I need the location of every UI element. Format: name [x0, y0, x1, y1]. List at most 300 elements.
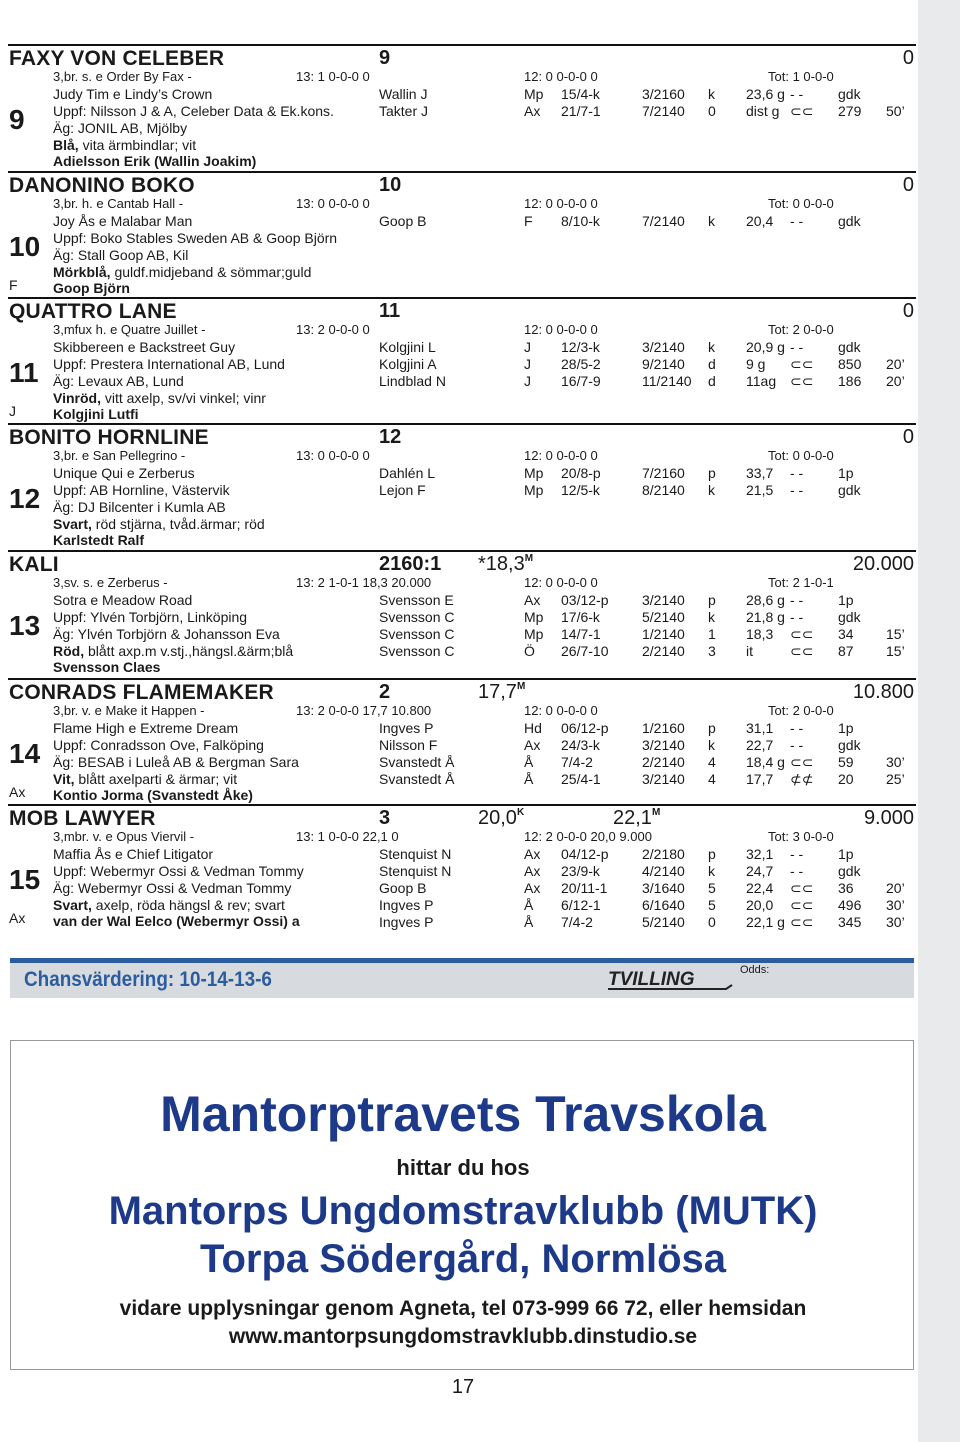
horse-entry	[8, 297, 916, 421]
race-cell: 20,4	[746, 213, 774, 229]
race-row	[8, 86, 916, 102]
right-margin-bar	[918, 0, 960, 1442]
race-cell: 33,7	[746, 465, 774, 481]
horse-track-code: Ax	[9, 784, 26, 800]
race-cell: Kolgjini A	[379, 356, 437, 372]
race-cell: 11ag	[746, 373, 777, 389]
horse-driver: van der Wal Eelco (Webermyr Ossi) a	[53, 913, 300, 929]
race-cell: 1/2140	[642, 626, 685, 642]
race-cell: 1p	[838, 592, 854, 608]
horse-pedigree: 3,br. h. e Cantab Hall -	[53, 196, 184, 211]
race-cell: 9/2140	[642, 356, 685, 372]
race-cell: 0	[708, 914, 716, 930]
race-cell: Lejon F	[379, 482, 426, 498]
race-row	[8, 754, 916, 770]
race-cell: - -	[790, 846, 804, 862]
horse-year-stats	[296, 69, 916, 85]
race-cell: 20,9 g	[746, 339, 785, 355]
race-cell: 31,1	[746, 720, 774, 736]
banner-stripe	[10, 958, 914, 963]
race-cell: 16/7-9	[561, 373, 601, 389]
race-cell: Ax	[524, 863, 541, 879]
race-cell: 06/12-p	[561, 720, 609, 736]
race-cell: J	[524, 373, 531, 389]
race-cell: d	[708, 356, 716, 372]
horse-record-1: $*18,3^M$	[478, 553, 534, 575]
race-cell: 496	[838, 897, 862, 913]
race-cell: 3/2140	[642, 592, 685, 608]
race-cell: 32,1	[746, 846, 774, 862]
horse-driver: Adielsson Erik (Wallin Joakim)	[53, 153, 257, 169]
race-cell: 345	[838, 914, 862, 930]
race-cell: gdk	[838, 863, 861, 879]
horse-colors: Röd, blått axp.m v.stj.,hängsl.&ärm;blå	[53, 643, 294, 659]
stats-2012: 12: 0 0-0-0 0	[524, 575, 598, 590]
race-cell: Svensson C	[379, 609, 455, 625]
race-cell: 5/2140	[642, 609, 685, 625]
race-cell: Stenquist N	[379, 863, 452, 879]
horse-colors: Vit, blått axelparti & ärmar; vit	[53, 771, 238, 787]
stats-total: Tot: 0 0-0-0	[768, 196, 834, 211]
race-cell: gdk	[838, 609, 861, 625]
race-cell: ⊄⊄	[790, 771, 814, 787]
race-cell: 7/2140	[642, 213, 685, 229]
horse-pedigree: 3,sv. s. e Zerberus -	[53, 575, 168, 590]
race-cell: p	[708, 846, 716, 862]
horse-name: KALI	[9, 553, 59, 576]
race-row	[8, 720, 916, 736]
horse-dam: Judy Tim e Lindy’s Crown	[53, 86, 213, 102]
race-cell: 6/1640	[642, 897, 685, 913]
race-cell: gdk	[838, 482, 861, 498]
race-cell: 15’	[886, 643, 905, 659]
race-row	[8, 737, 916, 753]
horse-year-stats	[296, 322, 916, 338]
race-cell: 3/1640	[642, 880, 685, 896]
race-cell: 7/2140	[642, 103, 685, 119]
horse-name: DANONINO BOKO	[9, 174, 195, 197]
stats-2013: 13: 2 1-0-1 18,3 20.000	[296, 575, 432, 590]
race-cell: 87	[838, 643, 854, 659]
race-cell: 22,4	[746, 880, 774, 896]
race-cell: Ingves P	[379, 720, 434, 736]
race-cell: - -	[790, 213, 804, 229]
ad-club-address: Torpa Södergård, Normlösa	[199, 1237, 726, 1281]
stats-total: Tot: 2 0-0-0	[768, 322, 834, 337]
race-cell: Å	[524, 754, 534, 770]
ad-subtitle: hittar du hos	[396, 1155, 530, 1180]
horse-record-1: $20,0^K$	[478, 807, 525, 829]
race-cell: gdk	[838, 737, 861, 753]
race-cell: F	[524, 213, 533, 229]
race-cell: Stenquist N	[379, 846, 452, 862]
race-cell: - -	[790, 863, 804, 879]
race-cell: 50’	[886, 103, 905, 119]
odds-label: Odds:	[740, 964, 770, 976]
race-cell: 4	[708, 754, 716, 770]
race-cell: p	[708, 720, 716, 736]
race-cell: - -	[790, 609, 804, 625]
race-cell: 17/6-k	[561, 609, 600, 625]
tips-banner	[10, 958, 914, 998]
race-cell: 24/3-k	[561, 737, 600, 753]
race-cell: 14/7-1	[561, 626, 601, 642]
race-cell: Ax	[524, 880, 541, 896]
horse-start-number: 11	[9, 357, 39, 388]
race-cell: 22,7	[746, 737, 774, 753]
horse-track-code: J	[9, 403, 16, 419]
horse-driver: Goop Björn	[53, 280, 130, 296]
stats-2012: 12: 0 0-0-0 0	[524, 69, 598, 84]
race-cell: 279	[838, 103, 862, 119]
race-cell: 20/8-p	[561, 465, 601, 481]
horse-breeder: Uppf: Ylvén Torbjörn, Linköping	[53, 609, 248, 625]
horse-start-number: 10	[9, 231, 41, 262]
race-cell: Svanstedt Å	[379, 771, 455, 787]
race-cell: 20’	[886, 880, 905, 896]
race-cell: p	[708, 592, 716, 608]
horse-divider	[8, 44, 916, 46]
horse-name: QUATTRO LANE	[9, 300, 177, 323]
race-cell: 26/7-10	[561, 643, 609, 659]
horse-pedigree: 3,mbr. v. e Opus Viervil -	[53, 829, 195, 844]
race-cell: Wallin J	[379, 86, 428, 102]
race-cell: 22,1 g	[746, 914, 785, 930]
race-row	[8, 863, 916, 879]
race-cell: Mp	[524, 465, 544, 481]
horse-name: BONITO HORNLINE	[9, 426, 209, 449]
race-cell: 24,7	[746, 863, 774, 879]
race-cell: 8/10-k	[561, 213, 600, 229]
stats-2012: 12: 0 0-0-0 0	[524, 196, 598, 211]
horse-divider	[8, 804, 916, 806]
race-cell: 12/3-k	[561, 339, 600, 355]
stats-total: Tot: 3 0-0-0	[768, 829, 834, 844]
horse-divider	[8, 297, 916, 299]
race-row	[8, 213, 916, 229]
horse-pedigree: 3,br. s. e Order By Fax -	[53, 69, 192, 84]
stats-2013: 13: 0 0-0-0 0	[296, 448, 370, 463]
horse-prize-money: 10.800	[852, 681, 914, 703]
horse-dam: Skibbereen e Backstreet Guy	[53, 339, 236, 355]
race-cell: - -	[790, 592, 804, 608]
race-cell: 5	[708, 880, 716, 896]
race-cell: 7/4-2	[561, 754, 593, 770]
horse-pedigree: 3,br. v. e Make it Happen -	[53, 703, 205, 718]
race-cell: 5/2140	[642, 914, 685, 930]
race-cell: ⊂⊂	[790, 103, 814, 119]
race-cell: Ax	[524, 592, 541, 608]
horse-start-number: 13	[9, 610, 41, 641]
horse-owner: Äg: Ylvén Torbjörn & Johansson Eva	[53, 626, 280, 642]
race-cell: 1	[708, 626, 716, 642]
horse-owner: Äg: DJ Bilcenter i Kumla AB	[53, 499, 226, 515]
race-cell: Svensson C	[379, 643, 455, 659]
ad-contact-info: vidare upplysningar genom Agneta, tel 073-999 66 72, eller hemsidan	[119, 1297, 807, 1320]
race-cell: 186	[838, 373, 862, 389]
stats-2013: 13: 1 0-0-0 22,1 0	[296, 829, 399, 844]
race-cell: - -	[790, 720, 804, 736]
horse-year-stats	[296, 829, 916, 845]
race-cell: 28,6 g	[746, 592, 785, 608]
race-cell: 2/2140	[642, 643, 685, 659]
race-cell: Ax	[524, 103, 541, 119]
horse-owner: Äg: Levaux AB, Lund	[53, 373, 184, 389]
horse-prize-money: 0	[902, 300, 914, 322]
horse-driver: Kolgjini Lutfi	[53, 406, 139, 422]
horse-stat-main: 9	[379, 47, 391, 69]
race-cell: Ax	[524, 846, 541, 862]
page-number: 17	[451, 1376, 475, 1398]
stats-total: Tot: 1 0-0-0	[768, 69, 834, 84]
horse-owner: Äg: Stall Goop AB, Kil	[53, 247, 189, 263]
race-cell: 18,3	[746, 626, 774, 642]
stats-2013: 13: 1 0-0-0 0	[296, 69, 370, 84]
horse-owner: Äg: BESAB i Luleå AB & Bergman Sara	[53, 754, 299, 770]
race-cell: k	[708, 737, 715, 753]
race-cell: 23/9-k	[561, 863, 600, 879]
race-row	[8, 914, 916, 930]
race-cell: 15’	[886, 626, 905, 642]
horse-breeder: Uppf: Boko Stables Sweden AB & Goop Björn	[53, 230, 338, 246]
race-cell: - -	[790, 339, 804, 355]
stats-total: Tot: 2 0-0-0	[768, 703, 834, 718]
race-row	[8, 626, 916, 642]
race-cell: 25/4-1	[561, 771, 601, 787]
horse-prize-money: 20.000	[852, 553, 914, 575]
race-cell: 20	[838, 771, 854, 787]
race-row	[8, 609, 916, 625]
race-cell: 3/2140	[642, 771, 685, 787]
race-cell: Goop B	[379, 880, 427, 896]
race-row	[8, 356, 916, 372]
race-cell: 3/2140	[642, 339, 685, 355]
stats-2012: 12: 0 0-0-0 0	[524, 322, 598, 337]
horse-stat-main: 2	[379, 681, 391, 703]
race-cell: 1p	[838, 846, 854, 862]
race-cell: J	[524, 339, 531, 355]
race-cell: 28/5-2	[561, 356, 601, 372]
horse-driver: Kontio Jorma (Svanstedt Åke)	[53, 787, 253, 803]
horse-name: MOB LAWYER	[9, 807, 156, 830]
race-cell: Mp	[524, 626, 544, 642]
stats-2013: 13: 2 0-0-0 0	[296, 322, 370, 337]
horse-year-stats	[296, 448, 916, 464]
race-cell: ⊂⊂	[790, 373, 814, 389]
race-row	[8, 373, 916, 389]
horse-owner: Äg: JONIL AB, Mjölby	[53, 120, 188, 136]
horse-breeder: Uppf: Conradsson Ove, Falköping	[53, 737, 264, 753]
race-cell: Svanstedt Å	[379, 754, 455, 770]
horse-name: FAXY VON CELEBER	[9, 47, 225, 70]
race-cell: 59	[838, 754, 854, 770]
race-cell: - -	[790, 465, 804, 481]
race-cell: 25’	[886, 771, 905, 787]
race-cell: dist g	[746, 103, 780, 119]
race-cell: Takter J	[379, 103, 429, 119]
race-cell: Ö	[524, 643, 535, 659]
horse-divider	[8, 171, 916, 173]
stats-2012: 12: 2 0-0-0 20,0 9.000	[524, 829, 652, 844]
horse-stat-main: 2160:1	[379, 553, 442, 575]
horse-entry	[8, 171, 916, 295]
race-cell: - -	[790, 482, 804, 498]
race-cell: 3	[708, 643, 716, 659]
race-cell: 9 g	[746, 356, 766, 372]
race-cell: ⊂⊂	[790, 914, 814, 930]
race-cell: 20/11-1	[561, 880, 608, 896]
horse-entry	[8, 550, 916, 674]
horse-stat-main: 3	[379, 807, 391, 829]
race-cell: 21,8 g	[746, 609, 785, 625]
race-cell: - -	[790, 86, 804, 102]
tvilling-logo	[606, 965, 734, 993]
travskola-ad	[10, 1040, 914, 1370]
horse-owner: Äg: Webermyr Ossi & Vedman Tommy	[53, 880, 292, 896]
race-cell: 5	[708, 897, 716, 913]
horse-dam: Maffia Ås e Chief Litigator	[53, 846, 214, 862]
horse-prize-money: 0	[902, 174, 914, 196]
race-cell: 17,7	[746, 771, 774, 787]
horse-divider	[8, 423, 916, 425]
stats-2012: 12: 0 0-0-0 0	[524, 703, 598, 718]
race-cell: Ax	[524, 737, 541, 753]
horse-breeder: Uppf: AB Hornline, Västervik	[53, 482, 230, 498]
horse-stat-main: 11	[379, 300, 401, 322]
race-row	[8, 771, 916, 787]
race-cell: gdk	[838, 86, 861, 102]
horse-prize-money: 0	[902, 426, 914, 448]
horse-colors: Svart, axelp, röda hängsl & rev; svart	[53, 897, 285, 913]
race-cell: 30’	[886, 897, 905, 913]
race-cell: 20’	[886, 373, 905, 389]
ad-title: Mantorptravets Travskola	[160, 1086, 766, 1142]
race-cell: 20,0	[746, 897, 774, 913]
race-cell: J	[524, 356, 531, 372]
race-cell: Å	[524, 771, 534, 787]
horse-track-code: Ax	[9, 910, 26, 926]
horse-stat-main: 12	[379, 426, 402, 448]
horse-entry	[8, 44, 916, 168]
race-cell: d	[708, 373, 716, 389]
stats-total: Tot: 2 1-0-1	[768, 575, 834, 590]
race-cell: 4/2140	[642, 863, 685, 879]
race-cell: 1p	[838, 465, 854, 481]
race-cell: 6/12-1	[561, 897, 601, 913]
race-cell: - -	[790, 737, 804, 753]
horse-dam: Flame High e Extreme Dream	[53, 720, 239, 736]
race-cell: 1/2160	[642, 720, 685, 736]
horse-dam: Joy Ås e Malabar Man	[53, 213, 193, 229]
race-row	[8, 103, 916, 119]
race-row	[8, 339, 916, 355]
race-cell: ⊂⊂	[790, 643, 814, 659]
horse-prize-money: 0	[902, 47, 914, 69]
horse-entry	[8, 678, 916, 802]
race-cell: k	[708, 86, 715, 102]
stats-2013: 13: 2 0-0-0 17,7 10.800	[296, 703, 432, 718]
horse-entry	[8, 804, 916, 928]
horse-driver: Svensson Claes	[53, 659, 161, 675]
race-cell: Mp	[524, 482, 544, 498]
race-cell: 1p	[838, 720, 854, 736]
horse-pedigree: 3,mfux h. e Quatre Juillet -	[53, 322, 206, 337]
stats-total: Tot: 0 0-0-0	[768, 448, 834, 463]
race-cell: gdk	[838, 339, 861, 355]
race-cell: Svensson C	[379, 626, 455, 642]
race-cell: ⊂⊂	[790, 880, 814, 896]
chansvardering-text: Chansvärdering: 10-14-13-6	[24, 968, 272, 991]
race-row	[8, 592, 916, 608]
race-cell: 20’	[886, 356, 905, 372]
horse-breeder: Uppf: Prestera International AB, Lund	[53, 356, 285, 372]
horse-prize-money: 9.000	[863, 807, 914, 829]
race-cell: ⊂⊂	[790, 626, 814, 642]
race-cell: Ingves P	[379, 914, 434, 930]
race-cell: 3/2160	[642, 86, 685, 102]
race-cell: 15/4-k	[561, 86, 600, 102]
race-cell: 18,4 g	[746, 754, 785, 770]
horse-year-stats	[296, 196, 916, 212]
horse-track-code: F	[9, 277, 18, 293]
horse-divider	[8, 550, 916, 552]
ad-website-link[interactable]: www.mantorpsungdomstravklubb.dinstudio.se	[228, 1325, 698, 1348]
race-row	[8, 897, 916, 913]
race-cell: ⊂⊂	[790, 356, 814, 372]
race-cell: Å	[524, 914, 534, 930]
horse-pedigree: 3,br. e San Pellegrino -	[53, 448, 186, 463]
race-cell: ⊂⊂	[790, 897, 814, 913]
race-cell: 21/7-1	[561, 103, 601, 119]
race-cell: Mp	[524, 609, 544, 625]
race-cell: 2/2180	[642, 846, 685, 862]
race-cell: k	[708, 482, 715, 498]
horse-driver: Karlstedt Ralf	[53, 532, 145, 548]
race-cell: 04/12-p	[561, 846, 609, 862]
race-cell: Å	[524, 897, 534, 913]
race-cell: k	[708, 609, 715, 625]
race-cell: 7/2160	[642, 465, 685, 481]
horse-record-2: $22,1^M$	[613, 807, 661, 829]
race-cell: 03/12-p	[561, 592, 609, 608]
horse-dam: Sotra e Meadow Road	[53, 592, 193, 608]
race-cell: Nilsson F	[379, 737, 438, 753]
horse-year-stats	[296, 703, 916, 719]
race-row	[8, 482, 916, 498]
race-cell: ⊂⊂	[790, 754, 814, 770]
race-cell: Kolgjini L	[379, 339, 436, 355]
tvilling-logo-text: TVILLING	[608, 969, 695, 990]
horse-start-number: 15	[9, 864, 41, 895]
race-row	[8, 880, 916, 896]
race-cell: 30’	[886, 914, 905, 930]
race-cell: Mp	[524, 86, 544, 102]
race-cell: 7/4-2	[561, 914, 593, 930]
horse-colors: Blå, vita ärmbindlar; vit	[53, 137, 197, 153]
race-cell: 8/2140	[642, 482, 685, 498]
race-cell: 850	[838, 356, 862, 372]
horse-name: CONRADS FLAMEMAKER	[9, 681, 274, 704]
horse-year-stats	[296, 575, 916, 591]
race-cell: k	[708, 339, 715, 355]
race-cell: Dahlén L	[379, 465, 436, 481]
race-cell: 3/2140	[642, 737, 685, 753]
race-cell: p	[708, 465, 716, 481]
horse-colors: Vinröd, vitt axelp, sv/vi vinkel; vinr	[53, 390, 266, 406]
race-cell: 21,5	[746, 482, 774, 498]
horse-breeder: Uppf: Webermyr Ossi & Vedman Tommy	[53, 863, 304, 879]
race-cell: k	[708, 213, 715, 229]
